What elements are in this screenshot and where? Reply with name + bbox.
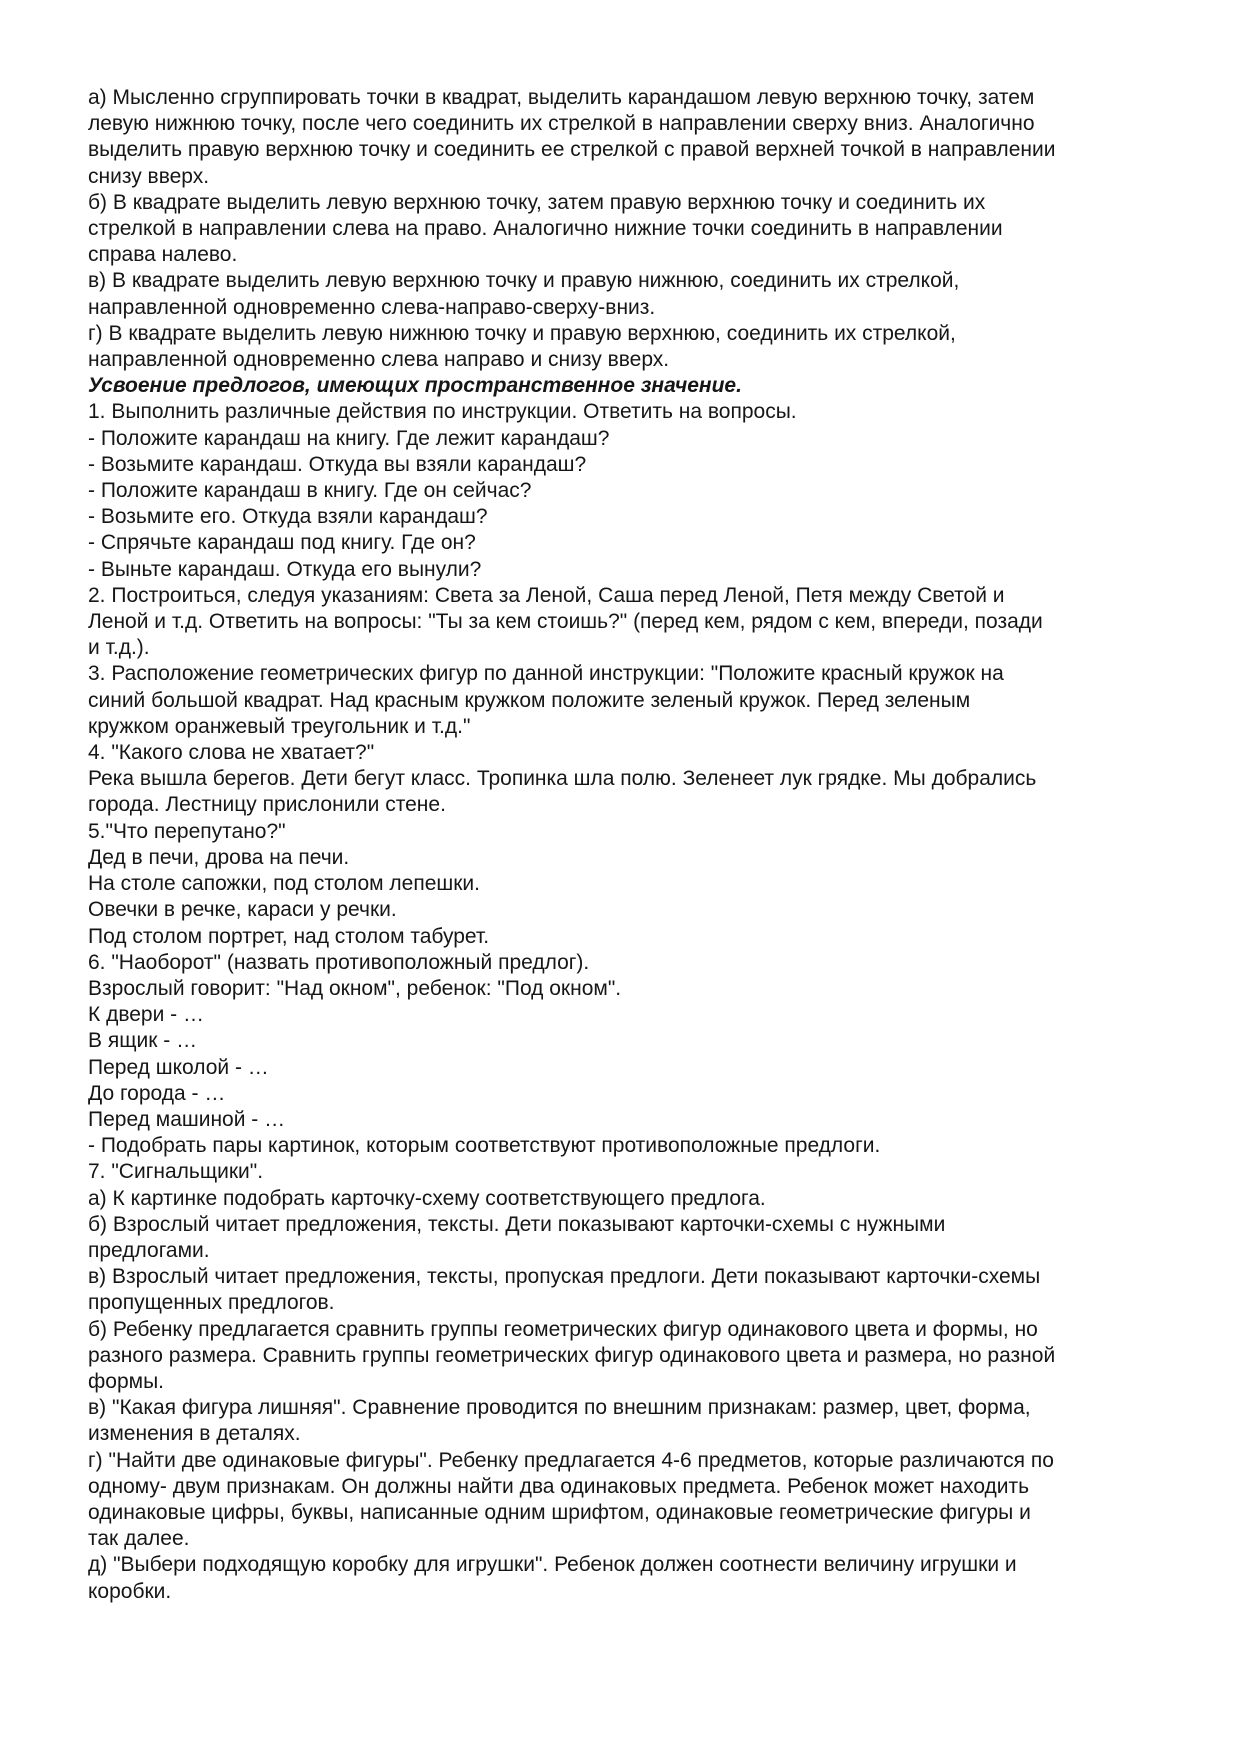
text-line: Перед машиной - … [88, 1107, 286, 1131]
text-line: 6. "Наоборот" (назвать противоположный предлог). [88, 950, 590, 974]
text-line: На столе сапожки, под столом лепешки. [88, 872, 480, 896]
text-line: 5."Что перепутано?" [88, 819, 286, 843]
text-line: В ящик - … [88, 1029, 198, 1053]
document-page [88, 85, 1163, 1605]
text-line: 7. "Сигнальщики". [88, 1160, 264, 1184]
text-line: 1. Выполнить различные действия по инструкции. Ответить на вопросы. [88, 400, 797, 424]
text-line: г) В квадрате выделить левую нижнюю точку и правую верхнюю, соединить их стрелкой, [88, 321, 956, 345]
text-line: города. Лестницу прислонили стене. [88, 793, 446, 817]
text-line: б) Ребенку предлагается сравнить группы геометрических фигур одинакового цвета и формы, но [88, 1317, 1038, 1341]
text-line: в) Взрослый читает предложения, тексты, пропуская предлоги. Дети показывают карточки-схемы [88, 1265, 1041, 1289]
text-line: - Возьмите его. Откуда взяли карандаш? [88, 505, 488, 529]
text-line: До города - … [88, 1081, 226, 1105]
text-line: кружком оранжевый треугольник и т.д." [88, 714, 471, 738]
section-heading: Усвоение предлогов, имеющих пространственное значение. [88, 374, 742, 398]
text-line: а) Мысленно сгруппировать точки в квадрат, выделить карандашом левую верхнюю точку, затем [88, 86, 1035, 109]
text-line: - Положите карандаш на книгу. Где лежит карандаш? [88, 426, 610, 450]
text-line: изменения в деталях. [88, 1422, 301, 1446]
text-line: синий большой квадрат. Над красным кружком положите зеленый кружок. Перед зеленым [88, 688, 971, 712]
text-line: коробки. [88, 1579, 172, 1603]
text-line: направленной одновременно слева направо и снизу вверх. [88, 348, 670, 372]
text-line: б) В квадрате выделить левую верхнюю точку, затем правую верхнюю точку и соединить их [88, 190, 986, 214]
text-line: одинаковые цифры, буквы, написанные одним шрифтом, одинаковые геометрические фигуры и [88, 1500, 1031, 1524]
text-line: Леной и т.д. Ответить на вопросы: "Ты за кем стоишь?" (перед кем, рядом с кем, впереди, позади [88, 610, 1043, 634]
text-line: - Выньте карандаш. Откуда его вынули? [88, 557, 482, 581]
text-line: - Спрячьте карандаш под книгу. Где он? [88, 531, 476, 555]
text-line: пропущенных предлогов. [88, 1291, 335, 1315]
text-line: - Положите карандаш в книгу. Где он сейчас? [88, 479, 532, 503]
text-line: 3. Расположение геометрических фигур по данной инструкции: "Положите красный кружок на [88, 662, 1004, 686]
text-line: Взрослый говорит: "Над окном", ребенок: "Под окном". [88, 976, 622, 1000]
text-line: 2. Построиться, следуя указаниям: Света за Леной, Саша перед Леной, Петя между Светой и [88, 583, 1005, 607]
text-line: а) К картинке подобрать карточку-схему соответствующего предлога. [88, 1186, 766, 1210]
text-block-after-heading [88, 399, 1163, 1604]
text-line: Дед в печи, дрова на печи. [88, 845, 350, 869]
text-line: Перед школой - … [88, 1055, 269, 1079]
text-line: левую нижнюю точку, после чего соединить их стрелкой в направлении сверху вниз. Аналогично [88, 112, 1035, 136]
text-line: в) В квадрате выделить левую верхнюю точку и правую нижнюю, соединить их стрелкой, [88, 269, 960, 293]
text-line: г) "Найти две одинаковые фигуры". Ребенку предлагается 4-6 предметов, которые различаются по [88, 1448, 1054, 1472]
text-line: разного размера. Сравнить группы геометрических фигур одинакового цвета и размера, но разной [88, 1343, 1056, 1367]
text-line: так далее. [88, 1527, 190, 1551]
text-line: б) Взрослый читает предложения, тексты. Дети показывают карточки-схемы с нужными [88, 1212, 946, 1236]
text-line: предлогами. [88, 1238, 210, 1262]
text-line: Река вышла берегов. Дети бегут класс. Тропинка шла полю. Зеленеет лук грядке. Мы добрались [88, 767, 1037, 791]
text-line: в) "Какая фигура лишняя". Сравнение проводится по внешним признакам: размер, цвет, форма, [88, 1396, 1031, 1420]
text-line: К двери - … [88, 1003, 204, 1027]
text-line: и т.д.). [88, 636, 150, 660]
text-line: - Возьмите карандаш. Откуда вы взяли карандаш? [88, 452, 587, 476]
text-line: д) "Выбери подходящую коробку для игрушки". Ребенок должен соотнести величину игрушки и [88, 1553, 1017, 1577]
text-block-before-heading [88, 85, 1163, 373]
text-line: 4. "Какого слова не хватает?" [88, 741, 375, 765]
text-line: справа налево. [88, 243, 238, 267]
text-line: стрелкой в направлении слева на право. Аналогично нижние точки соединить в направлении [88, 217, 1003, 241]
text-line: направленной одновременно слева-направо-сверху-вниз. [88, 295, 656, 319]
text-line: формы. [88, 1369, 165, 1393]
text-line: одному- двум признакам. Он должны найти два одинаковых предмета. Ребенок может находить [88, 1474, 1030, 1498]
text-line: - Подобрать пары картинок, которым соответствуют противоположные предлоги. [88, 1134, 881, 1158]
text-line: снизу вверх. [88, 164, 210, 188]
text-line: выделить правую верхнюю точку и соединить ее стрелкой с правой верхней точкой в направлении [88, 138, 1056, 162]
text-line: Под столом портрет, над столом табурет. [88, 924, 490, 948]
text-line: Овечки в речке, караси у речки. [88, 898, 397, 922]
